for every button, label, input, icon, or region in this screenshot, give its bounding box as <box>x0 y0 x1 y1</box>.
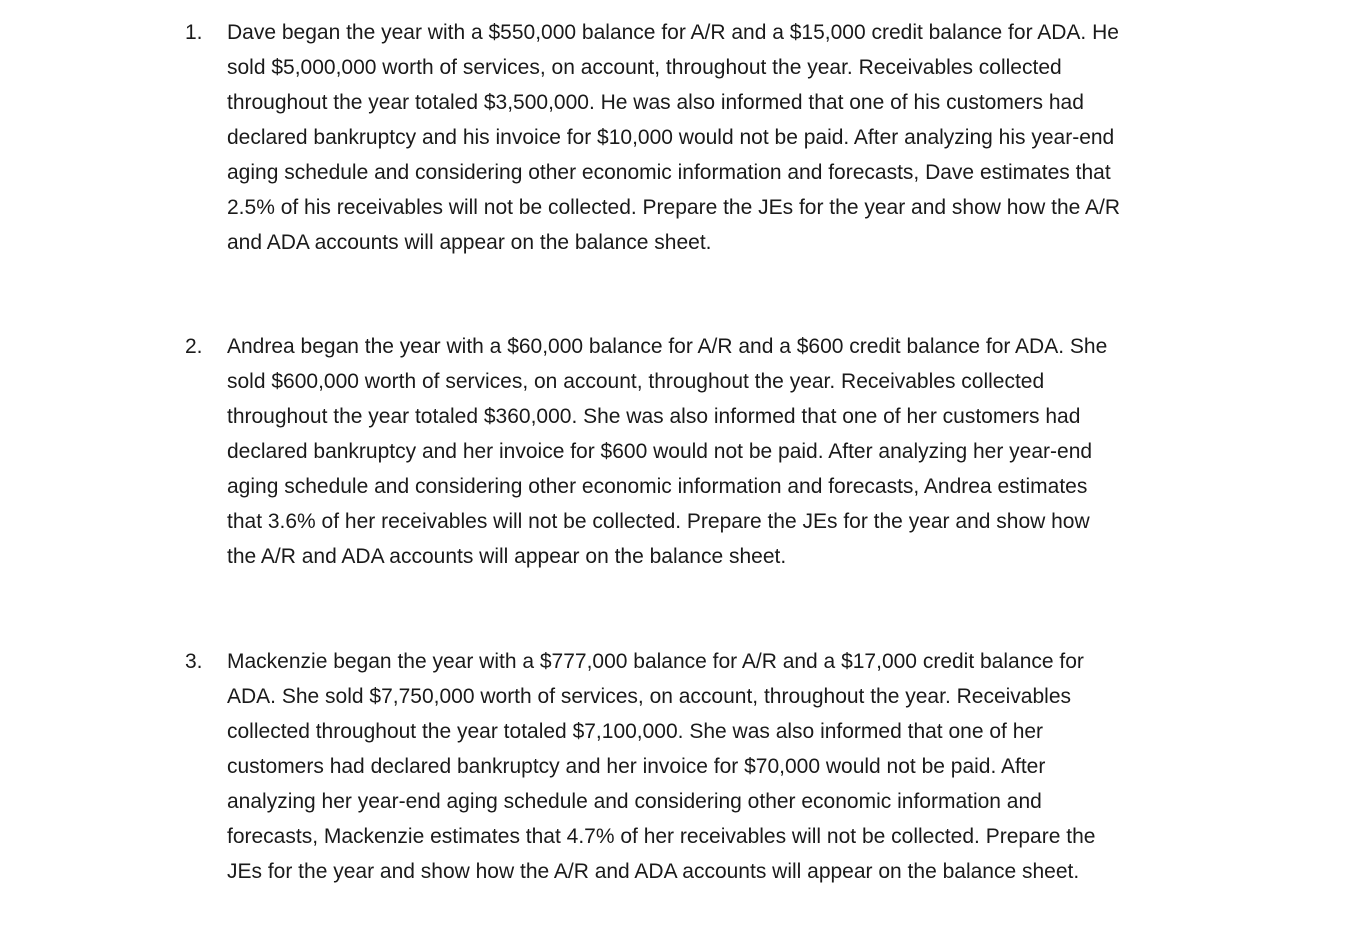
problem-number: 3. <box>185 650 203 673</box>
problem-number: 2. <box>185 335 203 358</box>
text-line: forecasts, Mackenzie estimates that 4.7% of her receivables will not be collected. Prepare the <box>227 825 1096 848</box>
problem-text <box>227 329 1217 574</box>
text-line: the A/R and ADA accounts will appear on the balance sheet. <box>227 545 787 568</box>
text-line: that 3.6% of her receivables will not be collected. Prepare the JEs for the year and show how <box>227 510 1090 533</box>
text-line: customers had declared bankruptcy and her invoice for $70,000 would not be paid. After <box>227 755 1046 778</box>
text-line: declared bankruptcy and her invoice for $600 would not be paid. After analyzing her year-end <box>227 440 1093 463</box>
text-line: JEs for the year and show how the A/R and ADA accounts will appear on the balance sheet. <box>227 860 1080 883</box>
text-line: analyzing her year-end aging schedule and considering other economic information and <box>227 790 1042 813</box>
text-line: ADA. She sold $7,750,000 worth of services, on account, throughout the year. Receivables <box>227 685 1072 708</box>
problem-text <box>227 644 1217 889</box>
text-line: sold $600,000 worth of services, on account, throughout the year. Receivables collected <box>227 370 1045 393</box>
text-line: throughout the year totaled $3,500,000. He was also informed that one of his customers had <box>227 91 1084 114</box>
problem-number: 1. <box>185 21 203 44</box>
text-line: aging schedule and considering other economic information and forecasts, Andrea estimates <box>227 475 1088 498</box>
text-line: collected throughout the year totaled $7,100,000. She was also informed that one of her <box>227 720 1044 743</box>
text-line: throughout the year totaled $360,000. She was also informed that one of her customers had <box>227 405 1081 428</box>
text-line: aging schedule and considering other economic information and forecasts, Dave estimates that <box>227 161 1111 184</box>
text-line: 2.5% of his receivables will not be collected. Prepare the JEs for the year and show how the A/R <box>227 196 1120 219</box>
text-line: declared bankruptcy and his invoice for $10,000 would not be paid. After analyzing his year-end <box>227 126 1115 149</box>
text-line: Dave began the year with a $550,000 balance for A/R and a $15,000 credit balance for ADA. He <box>227 21 1119 44</box>
problem-text <box>227 15 1217 260</box>
text-line: and ADA accounts will appear on the balance sheet. <box>227 231 712 254</box>
text-line: Mackenzie began the year with a $777,000 balance for A/R and a $17,000 credit balance for <box>227 650 1084 673</box>
text-line: Andrea began the year with a $60,000 balance for A/R and a $600 credit balance for ADA. She <box>227 335 1108 358</box>
text-line: sold $5,000,000 worth of services, on account, throughout the year. Receivables collected <box>227 56 1062 79</box>
